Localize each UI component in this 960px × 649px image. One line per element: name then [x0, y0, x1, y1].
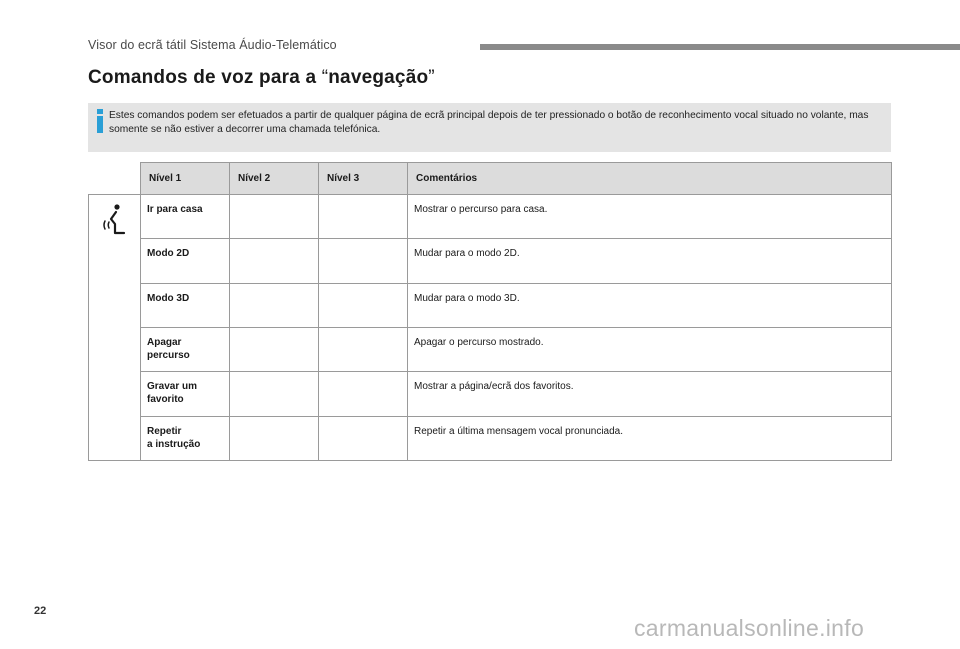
row-level-3 — [319, 239, 408, 283]
row-comment: Apagar o percurso mostrado. — [408, 327, 892, 371]
table-header-row — [89, 163, 892, 195]
header-level-3: Nível 3 — [319, 163, 408, 195]
row-level-3 — [319, 416, 408, 460]
info-text: Estes comandos podem ser efetuados a partir de qualquer página de ecrã principal depois de ter pressionado o botão de reconhecimento vocal situado no volante, mas somente se não estiver a decorrer uma chamada telefónica. — [109, 110, 869, 135]
row-comment: Mudar para o modo 3D. — [408, 283, 892, 327]
row-level-1: Repetir a instrução — [141, 416, 230, 460]
info-box — [88, 103, 891, 152]
watermark: carmanualsonline.info — [634, 615, 865, 641]
row-level-1: Modo 2D — [141, 239, 230, 283]
open-quote: “ — [321, 67, 329, 88]
row-comment: Mostrar o percurso para casa. — [408, 195, 892, 239]
running-header: Visor do ecrã tátil Sistema Áudio-Telemático — [88, 38, 337, 52]
close-quote: ” — [428, 67, 435, 88]
info-icon — [95, 109, 105, 133]
page-title — [88, 67, 435, 89]
row-level-1: Apagar percurso — [141, 327, 230, 371]
page-number: 22 — [34, 605, 47, 617]
table-row — [89, 239, 892, 283]
voice-icon-cell — [89, 195, 141, 461]
row-comment: Repetir a última mensagem vocal pronunciada. — [408, 416, 892, 460]
row-comment: Mostrar a página/ecrã dos favoritos. — [408, 372, 892, 416]
row-level-2 — [230, 239, 319, 283]
table-row — [89, 327, 892, 371]
row-level-3 — [319, 372, 408, 416]
header-blank-cell — [89, 163, 141, 195]
voice-command-icon — [100, 203, 130, 237]
header-bar — [480, 44, 960, 50]
row-level-1: Modo 3D — [141, 283, 230, 327]
row-level-1: Ir para casa — [141, 195, 230, 239]
header-level-1: Nível 1 — [141, 163, 230, 195]
page-title-quoted: navegação — [328, 67, 429, 88]
row-level-3 — [319, 195, 408, 239]
voice-commands-table — [88, 162, 892, 461]
header-comments: Comentários — [408, 163, 892, 195]
row-level-2 — [230, 372, 319, 416]
row-comment: Mudar para o modo 2D. — [408, 239, 892, 283]
page-title-main: Comandos de voz para a — [88, 67, 322, 88]
table-row — [89, 195, 892, 239]
row-level-2 — [230, 283, 319, 327]
table-row — [89, 416, 892, 460]
row-level-1: Gravar um favorito — [141, 372, 230, 416]
row-level-2 — [230, 416, 319, 460]
row-level-3 — [319, 283, 408, 327]
row-level-2 — [230, 195, 319, 239]
table-row — [89, 372, 892, 416]
row-level-3 — [319, 327, 408, 371]
table-row — [89, 283, 892, 327]
header-level-2: Nível 2 — [230, 163, 319, 195]
row-level-2 — [230, 327, 319, 371]
